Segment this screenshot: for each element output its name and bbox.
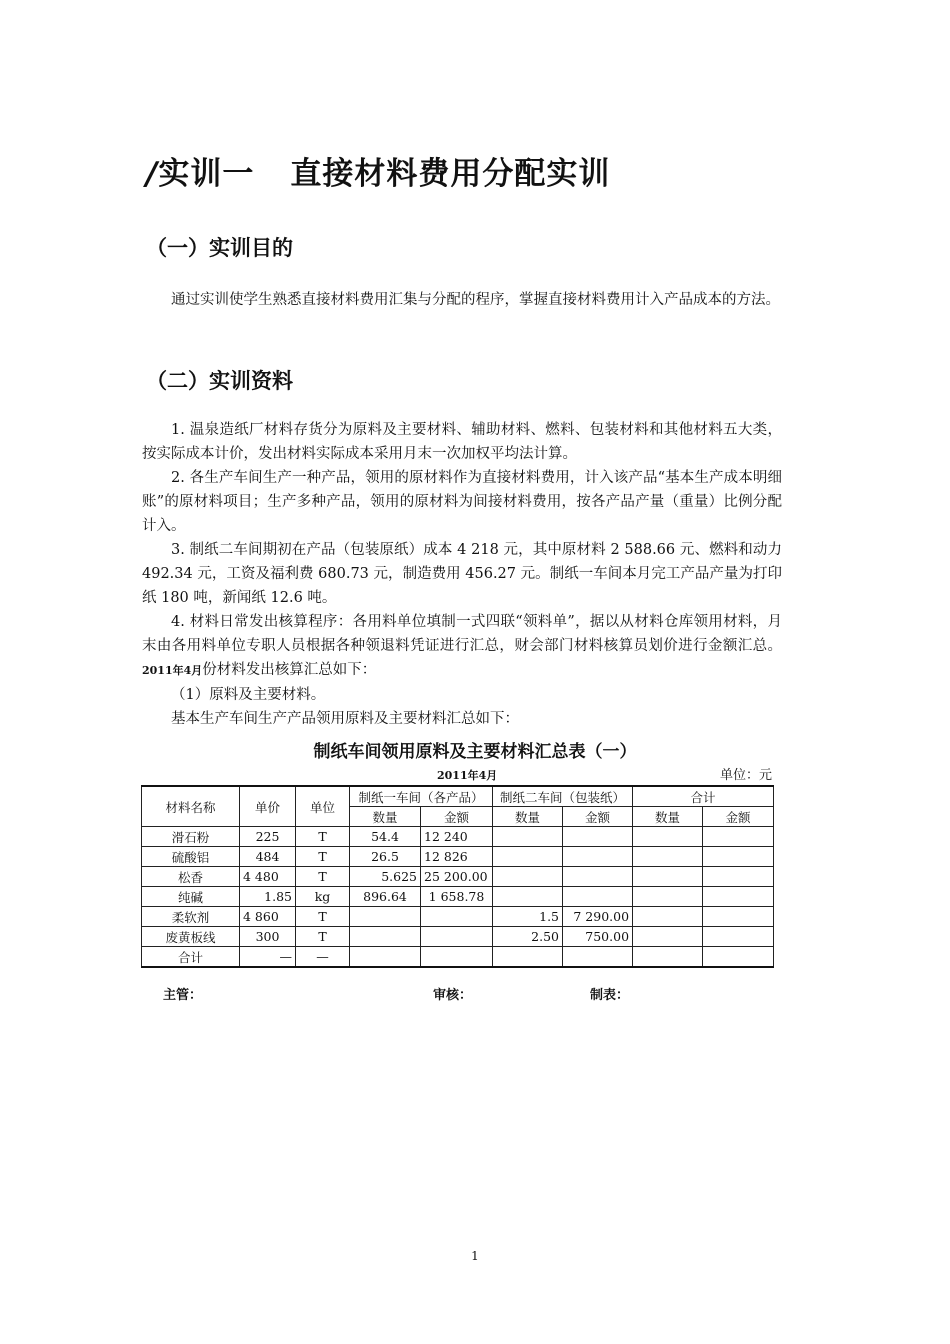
cell-qty-3 bbox=[633, 867, 703, 887]
cell-qty-2 bbox=[493, 947, 563, 968]
cell-unit: — bbox=[296, 947, 350, 968]
header-material-name: 材料名称 bbox=[142, 786, 240, 827]
cell-amount-3 bbox=[703, 827, 774, 847]
cell-price: 484 bbox=[240, 847, 296, 867]
cell-amount-3 bbox=[703, 847, 774, 867]
section1-heading: （一）实训目的 bbox=[146, 236, 293, 260]
cell-unit: T bbox=[296, 907, 350, 927]
cell-qty-2 bbox=[493, 847, 563, 867]
table-row bbox=[142, 927, 774, 947]
header-workshop-2: 制纸二车间（包装纸） bbox=[493, 786, 633, 807]
cell-amount-3 bbox=[703, 887, 774, 907]
cell-price: 225 bbox=[240, 827, 296, 847]
cell-amount-3 bbox=[703, 947, 774, 968]
cell-unit: kg bbox=[296, 887, 350, 907]
title-part2: 直接材料费用分配实训 bbox=[290, 156, 611, 192]
header-qty-2: 数量 bbox=[493, 807, 563, 827]
cell-name: 纯碱 bbox=[142, 887, 240, 907]
cell-qty-2 bbox=[493, 867, 563, 887]
table-unit: 单位：元 bbox=[720, 768, 773, 783]
cell-unit: T bbox=[296, 847, 350, 867]
table-row bbox=[142, 887, 774, 907]
section2-body bbox=[142, 418, 782, 731]
header-qty-3: 数量 bbox=[633, 807, 703, 827]
section2-item-1: 1. 温泉造纸厂材料存货分为原料及主要材料、辅助材料、燃料、包装材料和其他材料五大类，按实际成本计价，发出材料实际成本采用月末一次加权平均法计算。 bbox=[142, 422, 782, 462]
cell-price: 300 bbox=[240, 927, 296, 947]
section2-heading: （二）实训资料 bbox=[146, 369, 293, 393]
cell-qty-3 bbox=[633, 907, 703, 927]
cell-amount-1: 12 240 bbox=[421, 827, 493, 847]
cell-qty-2: 1.5 bbox=[493, 907, 563, 927]
cell-amount-1 bbox=[421, 907, 493, 927]
cell-name: 硫酸铝 bbox=[142, 847, 240, 867]
cell-qty-1 bbox=[350, 927, 421, 947]
table-row bbox=[142, 867, 774, 887]
materials-summary-table bbox=[141, 785, 774, 968]
cell-amount-2 bbox=[563, 947, 633, 968]
cell-amount-2 bbox=[563, 867, 633, 887]
page-title bbox=[146, 148, 610, 193]
table-date: 2011年4月 bbox=[437, 769, 498, 782]
cell-qty-1: 26.5 bbox=[350, 847, 421, 867]
cell-qty-3 bbox=[633, 887, 703, 907]
cell-amount-2: 750.00 bbox=[563, 927, 633, 947]
cell-price: — bbox=[240, 947, 296, 968]
table-header-row-1 bbox=[142, 786, 774, 807]
table-row bbox=[142, 847, 774, 867]
header-total: 合计 bbox=[633, 786, 774, 807]
section2-item-4 bbox=[142, 610, 782, 683]
table-title: 制纸车间领用原料及主要材料汇总表（一） bbox=[313, 742, 637, 762]
cell-qty-3 bbox=[633, 947, 703, 968]
section2-item-2: 2. 各生产车间生产一种产品，领用的原材料作为直接材料费用，计入该产品“基本生产成本明细账”的原材料项目；生产多种产品，领用的原材料为间接材料费用，按各产品产量（重量）比例分配计入。 bbox=[142, 470, 782, 534]
section2-item-4-date: 2011年4月 bbox=[142, 664, 203, 677]
cell-qty-2 bbox=[493, 827, 563, 847]
signature-preparer: 制表： bbox=[590, 988, 630, 1003]
cell-unit: T bbox=[296, 867, 350, 887]
section2-item-3: 3. 制纸二车间期初在产品（包装原纸）成本 4 218 元，其中原材料 2 588.66 元、燃料和动力 492.34 元，工资及福利费 680.73 元，制造费用 456.27 元。制纸一车间本月完工产品产量为打印纸 180 吨，新闻纸 12.6 吨。 bbox=[142, 542, 782, 606]
cell-price: 1.85 bbox=[240, 887, 296, 907]
signature-reviewer: 审核： bbox=[433, 988, 473, 1003]
cell-amount-3 bbox=[703, 867, 774, 887]
cell-name: 废黄板线 bbox=[142, 927, 240, 947]
cell-qty-3 bbox=[633, 827, 703, 847]
cell-name: 滑石粉 bbox=[142, 827, 240, 847]
cell-qty-1: 5.625 bbox=[350, 867, 421, 887]
cell-amount-1: 1 658.78 bbox=[421, 887, 493, 907]
cell-amount-2 bbox=[563, 847, 633, 867]
cell-amount-2: 7 290.00 bbox=[563, 907, 633, 927]
signature-supervisor: 主管： bbox=[163, 988, 203, 1003]
header-unit: 单位 bbox=[296, 786, 350, 827]
cell-amount-2 bbox=[563, 887, 633, 907]
page-number: 1 bbox=[471, 1249, 479, 1263]
cell-qty-1: 54.4 bbox=[350, 827, 421, 847]
cell-unit: T bbox=[296, 927, 350, 947]
cell-qty-1 bbox=[350, 947, 421, 968]
section2-item-4-tail: 份材料发出核算汇总如下： bbox=[202, 662, 377, 678]
section2-item-4-text: 4. 材料日常发出核算程序：各用料单位填制一式四联“领料单”，据以从材料仓库领用材料，月末由各用料单位专职人员根据各种领退料凭证进行汇总，财会部门材料核算员划价进行金额汇总。 bbox=[142, 614, 782, 654]
cell-amount-1: 12 826 bbox=[421, 847, 493, 867]
header-amount-2: 金额 bbox=[563, 807, 633, 827]
cell-name: 柔软剂 bbox=[142, 907, 240, 927]
cell-price: 4 480 bbox=[240, 867, 296, 887]
cell-qty-3 bbox=[633, 927, 703, 947]
cell-amount-1 bbox=[421, 927, 493, 947]
cell-qty-1 bbox=[350, 907, 421, 927]
cell-name: 松香 bbox=[142, 867, 240, 887]
cell-amount-1 bbox=[421, 947, 493, 968]
header-amount-1: 金额 bbox=[421, 807, 493, 827]
cell-qty-1: 896.64 bbox=[350, 887, 421, 907]
section1-text: 通过实训使学生熟悉直接材料费用汇集与分配的程序，掌握直接材料费用计入产品成本的方法。 bbox=[171, 292, 780, 308]
cell-qty-2: 2.50 bbox=[493, 927, 563, 947]
section2-sub1-text: 基本生产车间生产产品领用原料及主要材料汇总如下： bbox=[171, 711, 519, 727]
section2-sub1: （1）原料及主要材料。 bbox=[171, 687, 326, 703]
cell-qty-2 bbox=[493, 887, 563, 907]
header-workshop-1: 制纸一车间（各产品） bbox=[350, 786, 493, 807]
table-row bbox=[142, 907, 774, 927]
cell-amount-2 bbox=[563, 827, 633, 847]
cell-unit: T bbox=[296, 827, 350, 847]
section1-body bbox=[142, 288, 782, 312]
cell-amount-3 bbox=[703, 927, 774, 947]
header-amount-3: 金额 bbox=[703, 807, 774, 827]
cell-price: 4 860 bbox=[240, 907, 296, 927]
title-part1: 实训一 bbox=[158, 156, 255, 192]
table-total-row bbox=[142, 947, 774, 968]
cell-amount-3 bbox=[703, 907, 774, 927]
title-slash: / bbox=[146, 156, 159, 192]
table-row bbox=[142, 827, 774, 847]
header-unit-price: 单价 bbox=[240, 786, 296, 827]
header-qty-1: 数量 bbox=[350, 807, 421, 827]
cell-qty-3 bbox=[633, 847, 703, 867]
cell-amount-1: 25 200.00 bbox=[421, 867, 493, 887]
cell-name: 合计 bbox=[142, 947, 240, 968]
